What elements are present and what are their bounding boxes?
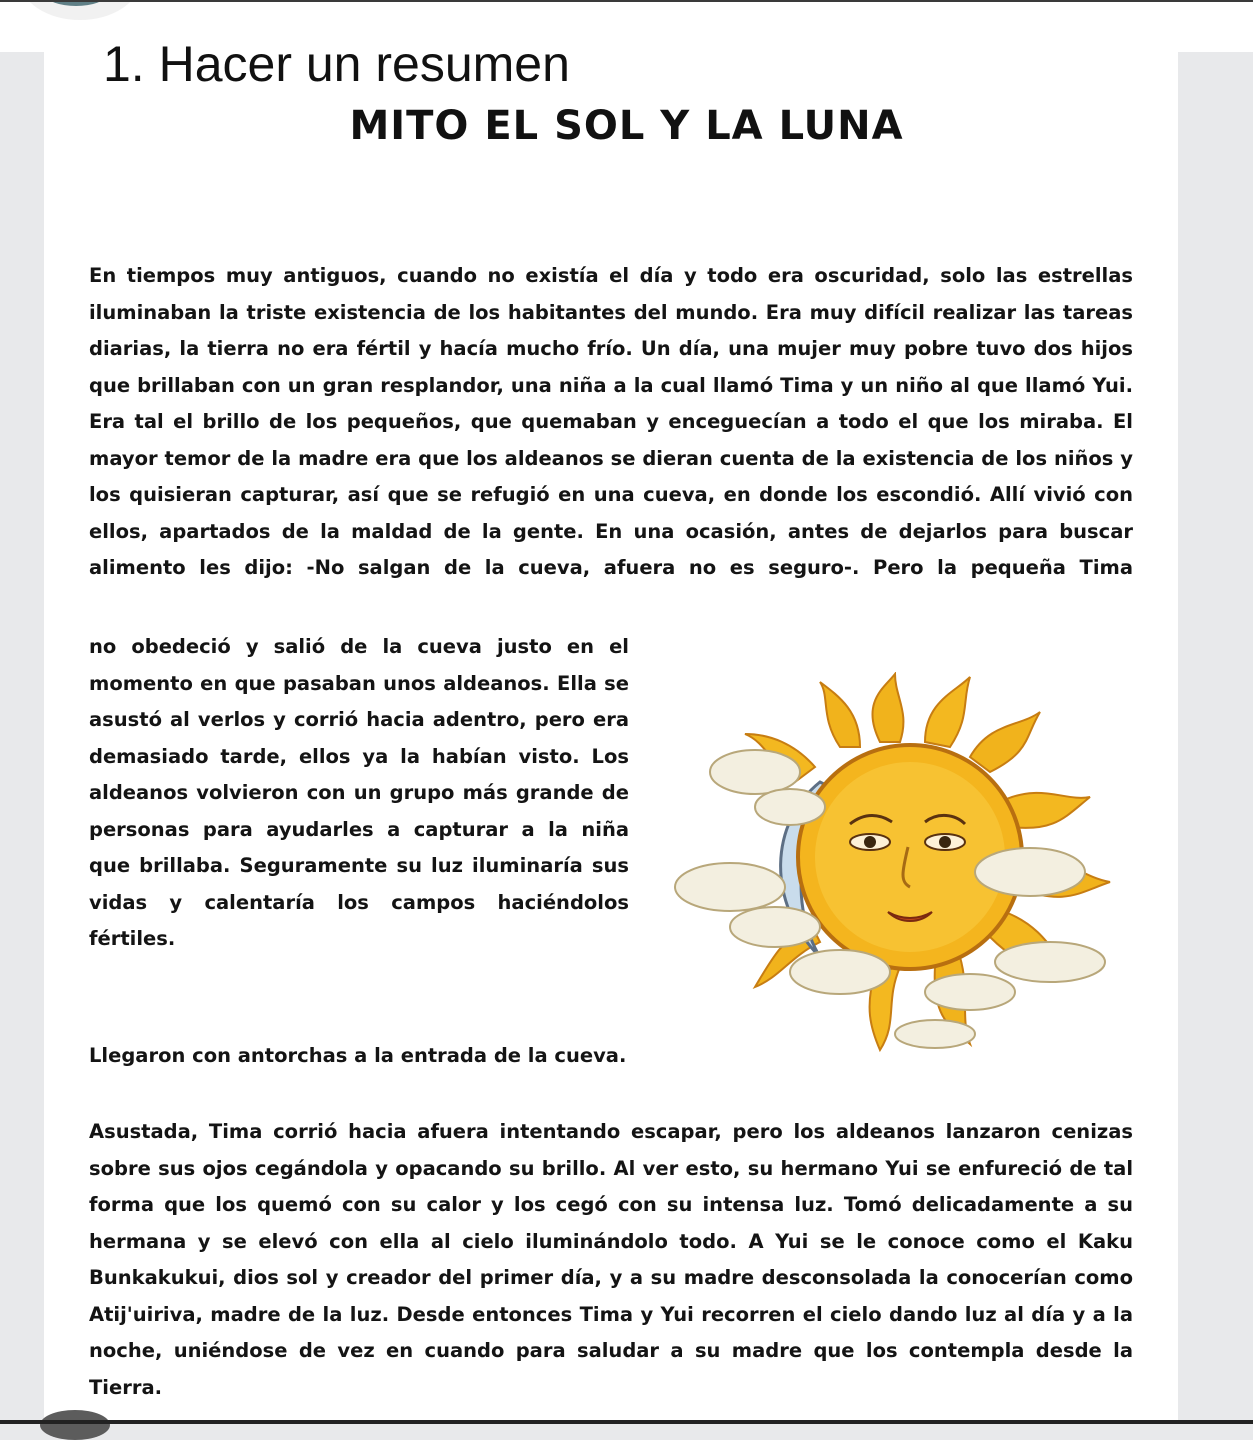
story-paragraph-1: En tiempos muy antiguos, cuando no existía el día y todo era oscuridad, solo las estrellas iluminaban la triste existencia de los habitantes del mundo. Era muy difícil realizar las tareas diarias, la tierra no era fértil y hacía mucho frío. Un día, una mujer muy pobre tuvo dos hijos que brillaban con un gran resplandor, una niña a la cual llamó Tima y un niño al que llamó Yui. Era tal el brillo de los pequeños, que quemaban y enceguecían a todo el que los miraba. El mayor temor de la madre era que los aldeanos se dieran cuenta de la existencia de los niños y los quisieran capturar, así que se refugió en una cueva, en donde los escondió. Allí vivió con ellos, apartados de la maldad de la gente. En una ocasión, antes de dejarlos para buscar alimento les dijo: -No salgan de la cueva, afuera no es seguro-. Pero la pequeña Tima	[89, 264, 1133, 579]
bottom-divider	[0, 1420, 1253, 1424]
bottom-blob	[40, 1410, 110, 1440]
top-divider	[0, 0, 1253, 2]
story-paragraph-2: Llegaron con antorchas a la entrada de la cueva.	[89, 1044, 627, 1067]
exercise-heading: 1. Hacer un resumen	[103, 36, 570, 92]
story-paragraph-3: Asustada, Tima corrió hacia afuera intentando escapar, pero los aldeanos lanzaron cenizas sobre sus ojos cegándola y opacando su brillo. Al ver esto, su hermano Yui se enfureció de tal forma que los quemó con su calor y los cegó con su intensa luz. Tomó delicadamente a su hermana y se elevó con ella al cielo iluminándolo todo. A Yui se le conoce como el Kaku Bunkakukui, dios sol y creador del primer día, y a su madre desconsolada la conocerían como Atij'uiriva, madre de la luz. Desde entonces Tima y Yui recorren el cielo dando luz al día y a la noche, uniéndose de vez en cuando para saludar a su madre que los contempla desde la Tierra.	[89, 1120, 1133, 1399]
story-title: MITO EL SOL Y LA LUNA	[349, 103, 904, 149]
story-paragraph-1-continued: no obedeció y salió de la cueva justo en el momento en que pasaban unos aldeanos. Ella se asustó al verlos y corrió hacia adentro, pero era demasiado tarde, ellos ya la habían visto. Los aldeanos volvieron con un grupo más grande de personas para ayudarles a capturar a la niña que brillaba. Seguramente su luz iluminaría sus vidas y calentaría los campos haciéndolos fértiles.	[89, 635, 629, 950]
sun-moon-illustration	[670, 672, 1140, 1062]
